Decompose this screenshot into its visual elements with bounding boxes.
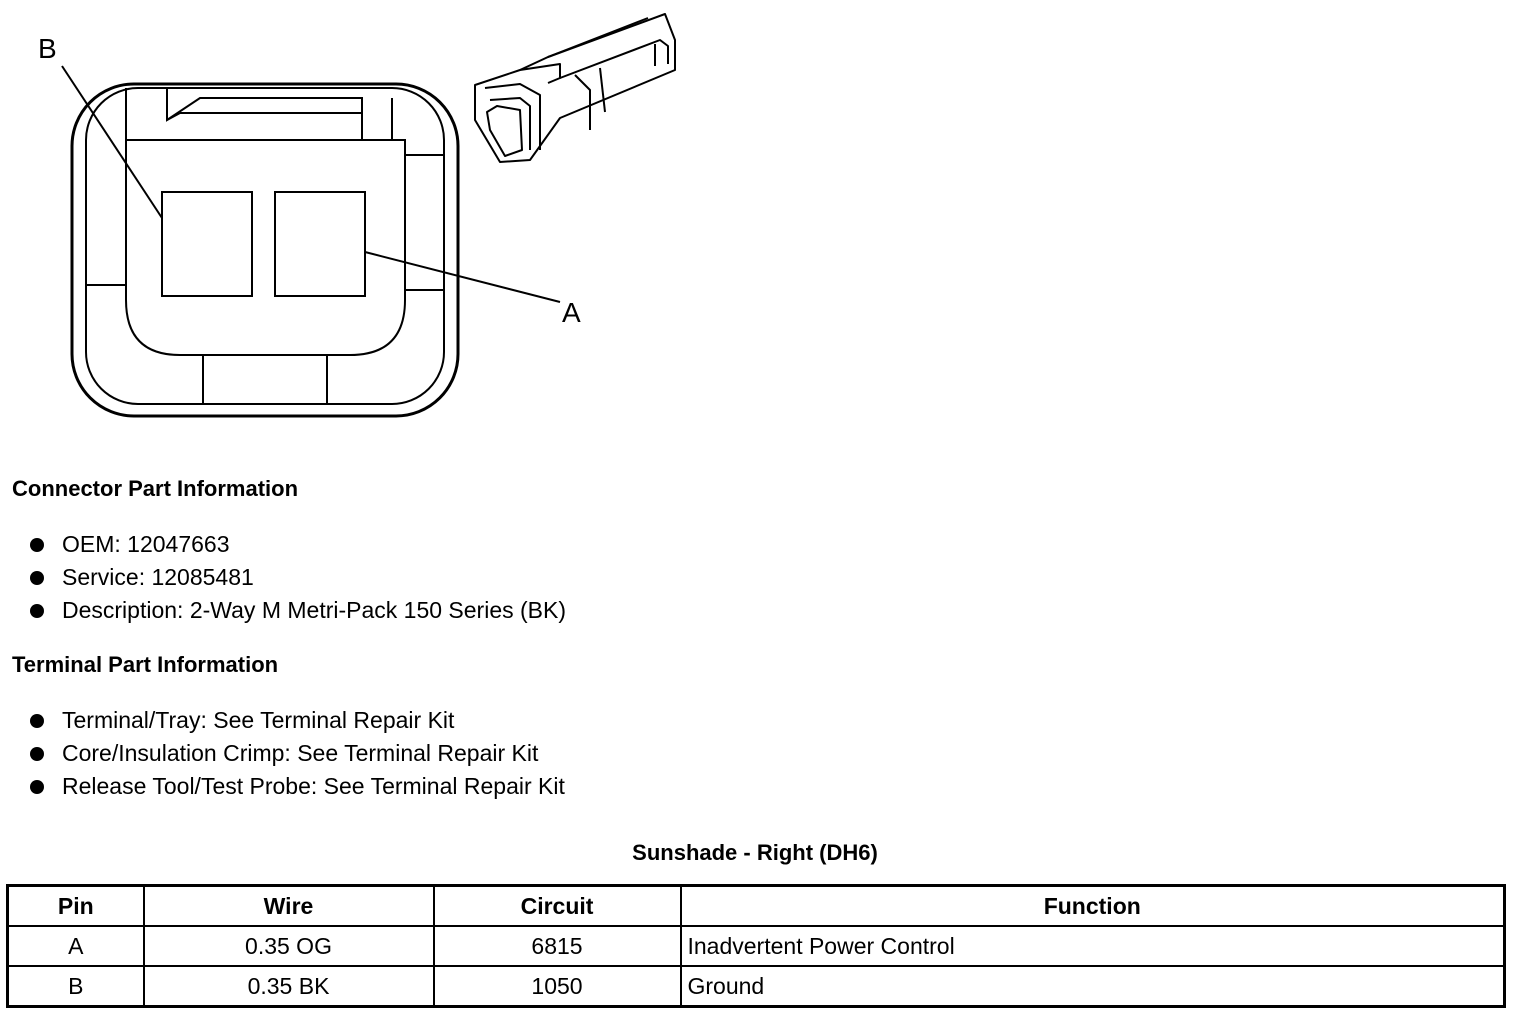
list-item: Terminal/Tray: See Terminal Repair Kit [28, 704, 565, 737]
terminal-info-list [28, 704, 565, 803]
cell-circuit: 1050 [434, 966, 681, 1007]
cell-pin: A [8, 926, 144, 966]
table-title: Sunshade - Right (DH6) [632, 840, 878, 865]
pin-label-b: B [38, 33, 57, 64]
terminal-cavity-b [162, 192, 252, 296]
connector-cavity [126, 140, 405, 355]
list-item: Service: 12085481 [28, 561, 566, 594]
list-item: Release Tool/Test Probe: See Terminal Repair Kit [28, 770, 565, 803]
list-item: Core/Insulation Crimp: See Terminal Repair Kit [28, 737, 565, 770]
connector-housing-inner [86, 88, 444, 404]
cell-function: Inadvertent Power Control [681, 926, 1505, 966]
list-item: Description: 2-Way M Metri-Pack 150 Series (BK) [28, 594, 566, 627]
connector-info-title: Connector Part Information [12, 476, 299, 501]
connector-diagram [0, 0, 700, 440]
header-circuit: Circuit [434, 886, 681, 927]
pin-label-a: A [562, 297, 581, 328]
pinout-table [6, 884, 1506, 1008]
cell-circuit: 6815 [434, 926, 681, 966]
table-row [8, 966, 1505, 1007]
table-row [8, 926, 1505, 966]
cell-wire: 0.35 BK [144, 966, 434, 1007]
list-item: OEM: 12047663 [28, 528, 566, 561]
cell-function: Ground [681, 966, 1505, 1007]
cell-wire: 0.35 OG [144, 926, 434, 966]
terminal-cavity-a [275, 192, 365, 296]
table-header-row [8, 886, 1505, 927]
terminal-info-title: Terminal Part Information [12, 652, 279, 677]
cell-pin: B [8, 966, 144, 1007]
leader-line-a [365, 252, 560, 302]
header-pin: Pin [8, 886, 144, 927]
header-wire: Wire [144, 886, 434, 927]
connector-isometric-view [475, 14, 675, 162]
connector-housing-outer [72, 84, 458, 416]
connector-info-list [28, 528, 566, 627]
header-function: Function [681, 886, 1505, 927]
